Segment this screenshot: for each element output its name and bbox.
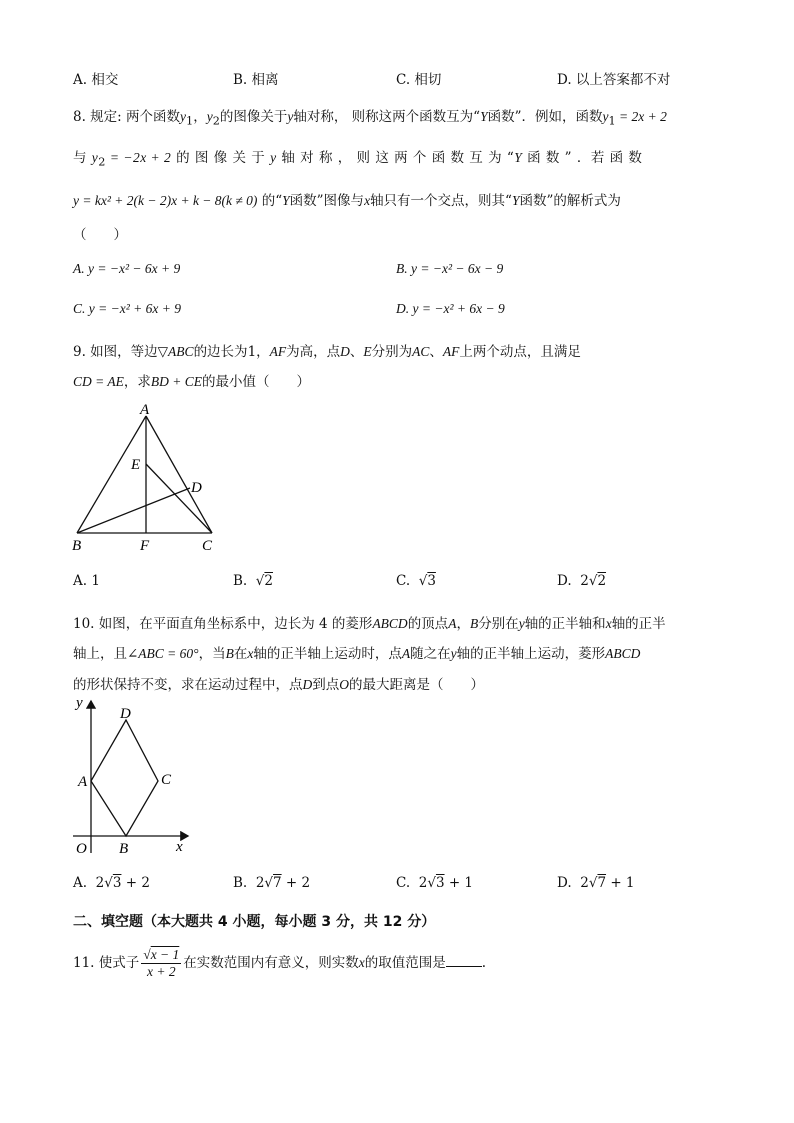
q10-label-a: A bbox=[78, 774, 88, 790]
q10-option-b: B. 2√7 + 2 bbox=[233, 875, 311, 891]
q7-option-b: B. 相离 bbox=[233, 72, 279, 88]
q10-line2: 轴上，且∠ABC = 60°，当B在x轴的正半轴上运动时，点A随之在y轴的正半轴上运动，菱形ABCD bbox=[73, 646, 641, 662]
q9-label-e: E bbox=[131, 457, 141, 473]
q9-option-c: C. √3 bbox=[396, 573, 436, 589]
q10-rhombus-figure bbox=[68, 693, 198, 861]
q9-option-d: D. 2√2 bbox=[557, 573, 607, 589]
q9-label-f: F bbox=[140, 538, 150, 554]
q7-option-a: A. 相交 bbox=[73, 72, 119, 88]
q10-option-c: C. 2√3 + 1 bbox=[396, 875, 474, 891]
q8-line2: 与 $y_2 = -2x + 2$ 的 图 像 关 于 y 轴 对 称 ， 则 这 两 个 函 数 互 为 “Y 函 数 ” ．若 函 数 bbox=[73, 150, 643, 169]
q11-line: 11. 使式子 $\frac{√x - 1}{x + 2}$ 在实数范围内有意义，则实数x的取值范围是 . bbox=[73, 947, 487, 979]
q9-option-b: B. √2 bbox=[233, 573, 273, 589]
q9-label-a: A bbox=[140, 402, 150, 418]
q10-label-o: O bbox=[76, 841, 87, 857]
q8-line3: y = kx² + 2(k − 2)x + k − 8(k ≠ 0) 的“Y函数”图像与x轴只有一个交点，则其“Y函数”的解析式为 bbox=[73, 193, 621, 209]
q8-option-a: A. y = −x² − 6x + 9 bbox=[73, 261, 181, 276]
q11-answer-blank[interactable] bbox=[446, 954, 482, 967]
q9-label-c: C bbox=[202, 538, 213, 554]
q10-option-a: A. 2√3 + 2 bbox=[73, 875, 150, 891]
q7-option-c: C. 相切 bbox=[396, 72, 442, 88]
q9-label-d: D bbox=[191, 480, 202, 496]
q10-line1: 10. 如图，在平面直角坐标系中，边长为 4 的菱形ABCD的顶点A，B分别在y轴的正半轴和x轴的正半 bbox=[73, 616, 666, 632]
q7-option-d: D. 以上答案都不对 bbox=[557, 72, 671, 88]
q10-label-y: y bbox=[76, 695, 83, 711]
q10-line3: 的形状保持不变，求在运动过程中，点D到点O的最大距离是（ ） bbox=[73, 677, 484, 693]
section-2-heading: 二、填空题（本大题共 4 小题，每小题 3 分，共 12 分） bbox=[73, 914, 436, 930]
q10-label-c: C bbox=[161, 772, 172, 788]
q8-line1: 8. 规定: 两个函数$y_1$，$y_2$的图像关于y轴对称， 则称这两个函数互为“Y函数”．例如，函数$y_1 = 2x + 2$ bbox=[73, 109, 667, 128]
q9-segment-bd bbox=[77, 488, 190, 533]
q8-option-c: C. y = −x² + 6x + 9 bbox=[73, 301, 181, 316]
q9-line1: 9. 如图，等边▽ABC的边长为1，AF为高，点D、E分别为AC、AF上两个动点，且满足 bbox=[73, 344, 581, 360]
q10-option-d: D. 2√7 + 1 bbox=[557, 875, 635, 891]
q9-label-b: B bbox=[72, 538, 82, 554]
q10-label-d: D bbox=[120, 706, 131, 722]
q9-side-ab bbox=[77, 416, 146, 533]
q9-option-a: A. 1 bbox=[73, 573, 100, 589]
q8-option-b: B. y = −x² − 6x − 9 bbox=[396, 261, 504, 276]
q11-fraction: $\frac{√x - 1}{x + 2}$ bbox=[143, 947, 180, 979]
q10-rhombus bbox=[91, 720, 158, 836]
q9-line2: CD = AE，求BD + CE的最小值（ ） bbox=[73, 374, 310, 390]
q10-label-x: x bbox=[176, 839, 183, 855]
q8-line4: （ ） bbox=[73, 227, 127, 243]
q9-triangle-figure bbox=[66, 398, 226, 556]
q10-label-b: B bbox=[119, 841, 129, 857]
q8-option-d: D. y = −x² + 6x − 9 bbox=[396, 301, 505, 316]
